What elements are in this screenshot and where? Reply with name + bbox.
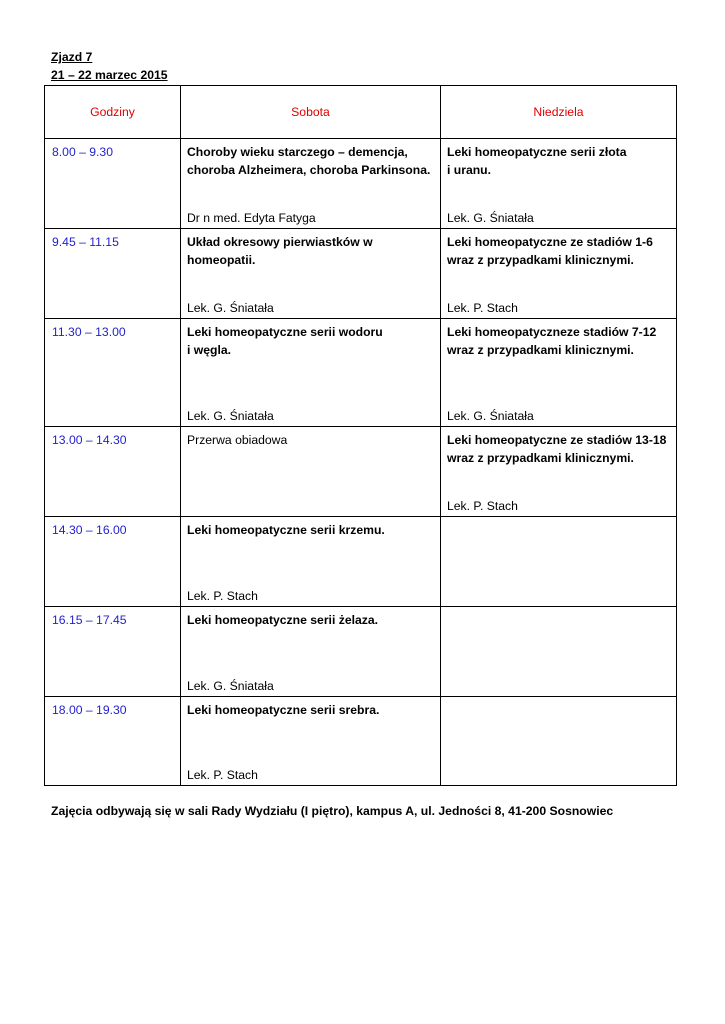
sunday-cell	[441, 517, 677, 607]
time-slot: 8.00 – 9.30	[52, 145, 113, 159]
table-row	[45, 697, 677, 786]
time-cell	[45, 229, 181, 319]
sunday-cell	[441, 139, 677, 229]
lecturer-name: Lek. P. Stach	[187, 589, 258, 603]
column-header-saturday: Sobota	[181, 86, 441, 139]
time-cell	[45, 139, 181, 229]
time-cell	[45, 319, 181, 427]
session-title: Zjazd 7	[51, 50, 93, 64]
time-slot: 11.30 – 13.00	[52, 325, 126, 339]
column-header-sunday: Niedziela	[441, 86, 677, 139]
saturday-cell	[181, 607, 441, 697]
time-cell	[45, 427, 181, 517]
sunday-cell	[441, 229, 677, 319]
lecture-title: Układ okresowy pierwiastków w homeopatii.	[187, 235, 373, 267]
lecture-title: Leki homeopatyczne serii żelaza.	[187, 613, 379, 627]
time-slot: 14.30 – 16.00	[52, 523, 127, 537]
lecturer-name: Lek. P. Stach	[447, 301, 518, 315]
table-row	[45, 139, 677, 229]
lecturer-name: Lek. P. Stach	[187, 768, 258, 782]
table-row	[45, 229, 677, 319]
sunday-cell	[441, 427, 677, 517]
lecture-title: Leki homeopatyczne serii złota i uranu.	[447, 145, 627, 177]
lecture-title: Leki homeopatyczne ze stadiów 1-6 wraz z przypadkami klinicznymi.	[447, 235, 653, 267]
time-cell	[45, 607, 181, 697]
location-note: Zajęcia odbywają się w sali Rady Wydziału (I piętro), kampus A, ul. Jedności 8, 41-200 Sosnowiec	[51, 804, 614, 818]
lecturer-name: Lek. G. Śniatała	[447, 211, 534, 225]
sunday-cell	[441, 607, 677, 697]
lecturer-name: Lek. G. Śniatała	[447, 409, 534, 423]
time-slot: 13.00 – 14.30	[52, 433, 127, 447]
lecturer-name: Lek. G. Śniatała	[187, 409, 274, 423]
time-cell	[45, 517, 181, 607]
break-label: Przerwa obiadowa	[187, 433, 288, 447]
saturday-cell	[181, 427, 441, 517]
lecture-title: Leki homeopatyczne serii krzemu.	[187, 523, 385, 537]
table-header-row	[45, 86, 677, 139]
table-row	[45, 517, 677, 607]
time-slot: 16.15 – 17.45	[52, 613, 127, 627]
time-slot: 9.45 – 11.15	[52, 235, 119, 249]
schedule-table	[44, 85, 677, 786]
lecturer-name: Dr n med. Edyta Fatyga	[187, 211, 316, 225]
table-row	[45, 607, 677, 697]
lecturer-name: Lek. G. Śniatała	[187, 679, 274, 693]
lecture-title: Leki homeopatyczne serii srebra.	[187, 703, 380, 717]
saturday-cell	[181, 229, 441, 319]
saturday-cell	[181, 697, 441, 786]
lecture-title: Leki homeopatyczne serii wodoru i węgla.	[187, 325, 383, 357]
saturday-cell	[181, 517, 441, 607]
time-cell	[45, 697, 181, 786]
column-header-hours: Godziny	[45, 86, 181, 139]
lecture-title: Leki homeopatyczneze stadiów 7-12 wraz z przypadkami klinicznymi.	[447, 325, 657, 357]
lecture-title: Choroby wieku starczego – demencja, choroba Alzheimera, choroba Parkinsona.	[187, 145, 431, 177]
session-dates: 21 – 22 marzec 2015	[51, 68, 168, 82]
table-row	[45, 427, 677, 517]
time-slot: 18.00 – 19.30	[52, 703, 127, 717]
sunday-cell	[441, 319, 677, 427]
sunday-cell	[441, 697, 677, 786]
table-row	[45, 319, 677, 427]
lecturer-name: Lek. G. Śniatała	[187, 301, 274, 315]
saturday-cell	[181, 139, 441, 229]
saturday-cell	[181, 319, 441, 427]
lecturer-name: Lek. P. Stach	[447, 499, 518, 513]
lecture-title: Leki homeopatyczne ze stadiów 13-18 wraz z przypadkami klinicznymi.	[447, 433, 667, 465]
